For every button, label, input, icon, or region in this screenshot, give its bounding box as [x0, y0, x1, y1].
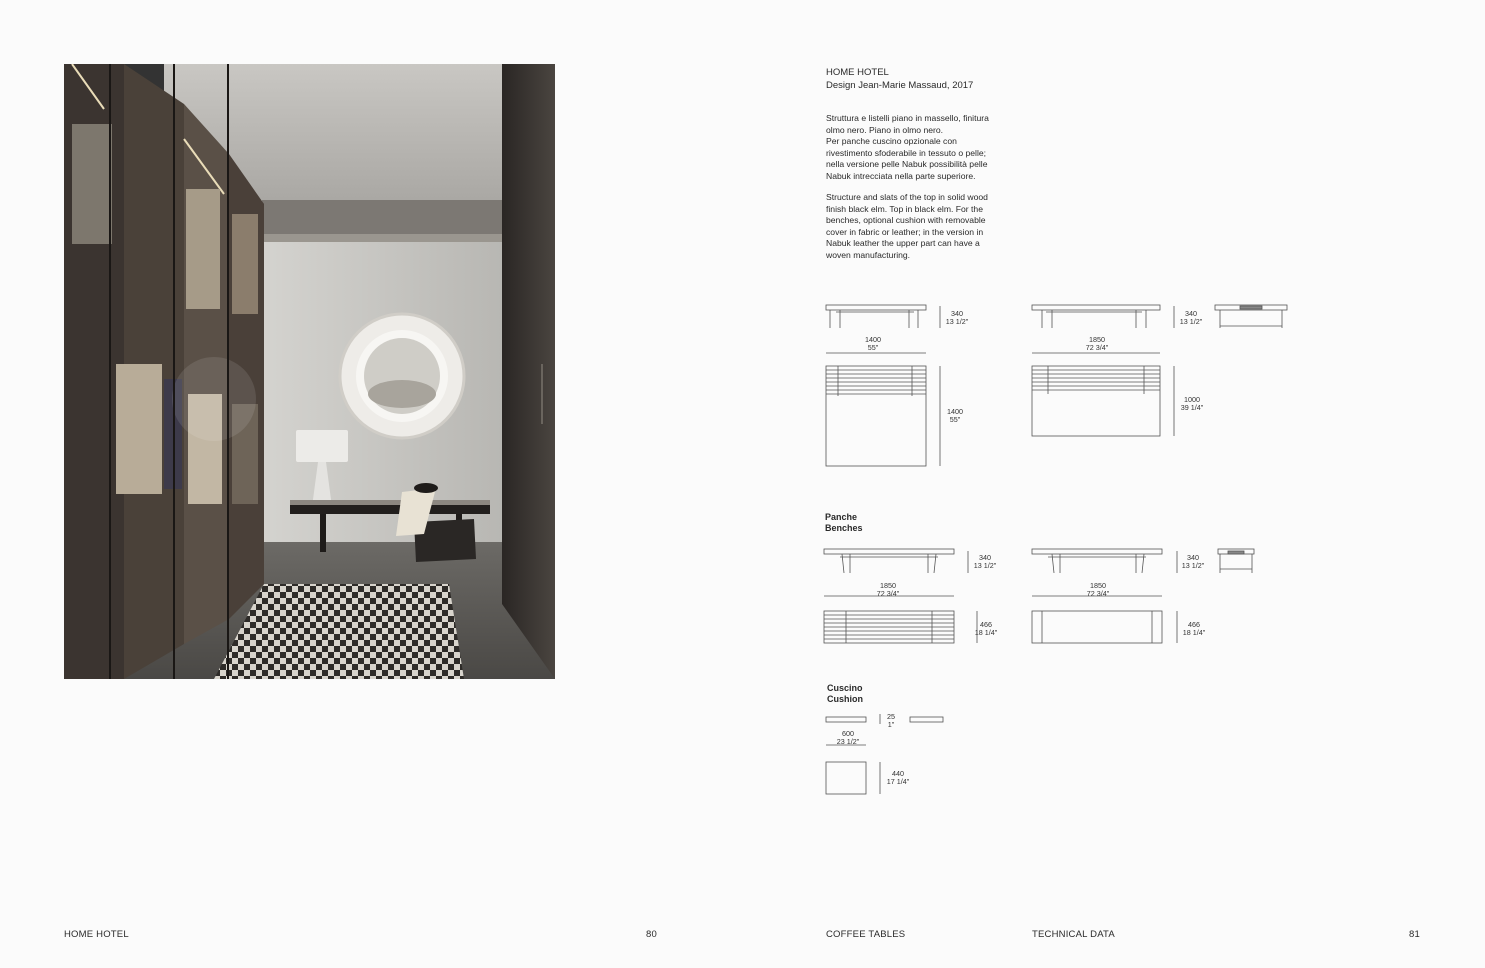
slatted-bench-depth-dim: 466 18 1/4": [974, 620, 998, 637]
footer-subsection: TECHNICAL DATA: [1032, 929, 1115, 940]
footer-right-page-number: 81: [1409, 929, 1420, 940]
designer-credit: Design Jean-Marie Massaud, 2017: [826, 80, 974, 91]
large-table-length-dim: 1850 72 3/4": [1085, 335, 1109, 352]
cushioned-bench-height-dim: 340 13 1/2": [1181, 553, 1205, 570]
slatted-bench-height-dim: 340 13 1/2": [973, 553, 997, 570]
cushioned-bench-depth-dim: 466 18 1/4": [1182, 620, 1206, 637]
cushion-label: Cuscino Cushion: [827, 683, 863, 704]
product-header: [826, 66, 973, 92]
product-title: HOME HOTEL: [826, 67, 889, 78]
small-table-height-dim: 340 13 1/2": [945, 309, 969, 326]
slatted-bench-length-dim: 1850 72 3/4": [876, 581, 900, 598]
cushion-thickness-dim: 25 1": [887, 712, 895, 729]
small-table-depth-dim: 1400 55": [947, 407, 963, 424]
small-table-length-dim: 1400 55": [865, 335, 881, 352]
product-photo: [64, 64, 555, 679]
cushioned-bench-length-dim: 1850 72 3/4": [1086, 581, 1110, 598]
description-italian: Struttura e listelli piano in massello, finitura olmo nero. Piano in olmo nero. Per panche cuscino opzionale con rivestimento sfoderabile in tessuto o pelle; nella versione pelle Nabuk possibilità pelle Nabuk intrecciata nella parte superiore.: [826, 113, 989, 181]
footer-left-title: HOME HOTEL: [64, 929, 129, 940]
description-english: Structure and slats of the top in solid wood finish black elm. Top in black elm. For the benches, optional cushion with removable cover in fabric or leather; in the version in Nabuk leather the upper part can have a woven manufacturing.: [826, 192, 988, 260]
large-table-depth-dim: 1000 39 1/4": [1180, 395, 1204, 412]
coffee-table-drawings: [820, 298, 1300, 473]
footer-left-page-number: 80: [646, 929, 657, 940]
footer-section: COFFEE TABLES: [826, 929, 906, 940]
cushion-depth-dim: 440 17 1/4": [886, 769, 910, 786]
benches-label: Panche Benches: [825, 512, 863, 533]
large-table-height-dim: 340 13 1/2": [1179, 309, 1203, 326]
cushion-length-dim: 600 23 1/2": [836, 729, 860, 746]
